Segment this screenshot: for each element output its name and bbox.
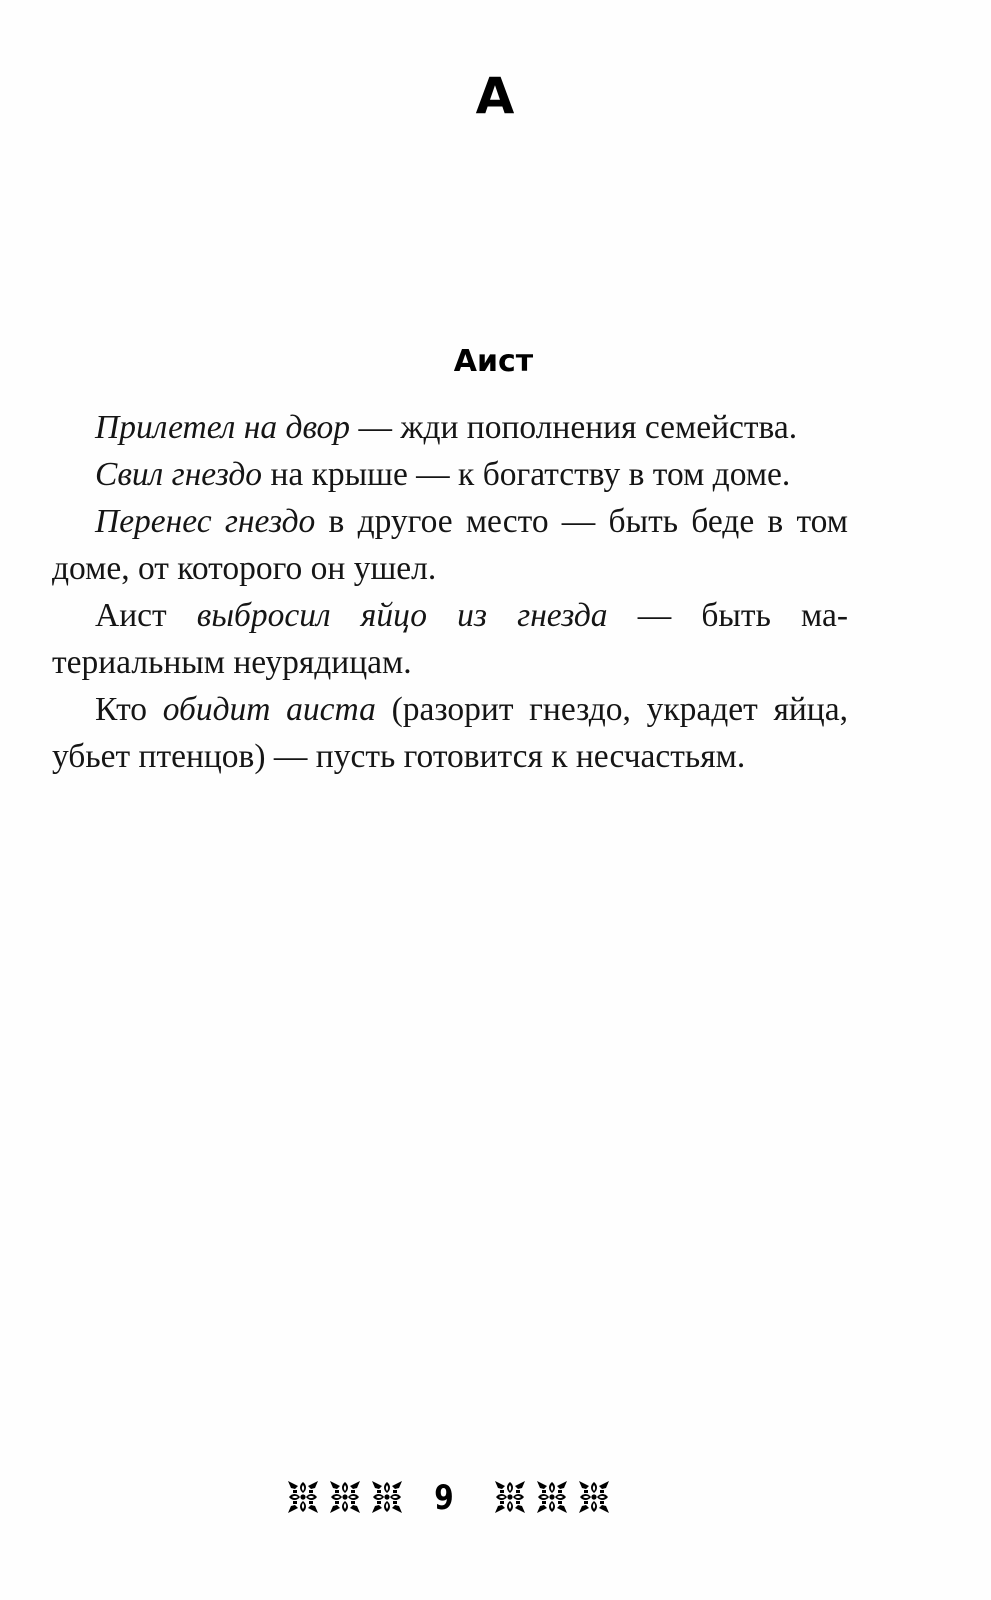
paragraph bbox=[52, 451, 848, 498]
floral-ornament-icon bbox=[578, 1480, 610, 1514]
floral-ornament-icon bbox=[287, 1480, 319, 1514]
paragraph-italic: Свил гнездо bbox=[95, 456, 263, 493]
page-footer bbox=[0, 1478, 991, 1522]
paragraph bbox=[52, 404, 848, 451]
paragraph-rest: — быть материальным неурядицам. bbox=[52, 597, 848, 681]
paragraph-rest: в другое место — быть беде в том доме, от которого он ушел. bbox=[52, 503, 848, 587]
paragraph-italic: обидит аиста bbox=[162, 691, 376, 728]
paragraph bbox=[52, 592, 848, 686]
paragraph-italic: Перенес гнездо bbox=[95, 503, 316, 540]
floral-ornament-icon bbox=[536, 1480, 568, 1514]
paragraph-lead: Кто bbox=[95, 691, 163, 728]
paragraph-rest: — жди пополнения семейства. bbox=[350, 409, 798, 446]
paragraph-italic: Прилетел на двор bbox=[95, 409, 351, 446]
page-number: 9 bbox=[434, 1478, 454, 1518]
entry-body bbox=[52, 404, 848, 780]
paragraph-rest: (разорит гнездо, украдет яйца, убьет птенцов) — пусть готовится к несчастьям. bbox=[52, 691, 848, 775]
paragraph bbox=[52, 686, 848, 780]
floral-ornament-icon bbox=[329, 1480, 361, 1514]
paragraph-rest: на крыше — к богатству в том доме. bbox=[262, 456, 791, 493]
entry-title: Аист bbox=[453, 344, 534, 379]
paragraph-italic: выбросил яйцо из гнезда bbox=[196, 597, 608, 634]
floral-ornament-icon bbox=[371, 1480, 403, 1514]
floral-ornament-icon bbox=[494, 1480, 526, 1514]
paragraph bbox=[52, 498, 848, 592]
section-letter-heading: А bbox=[475, 67, 516, 125]
paragraph-lead: Аист bbox=[95, 597, 197, 634]
ornament-group-left bbox=[287, 1480, 403, 1514]
ornament-group-right bbox=[494, 1480, 610, 1514]
